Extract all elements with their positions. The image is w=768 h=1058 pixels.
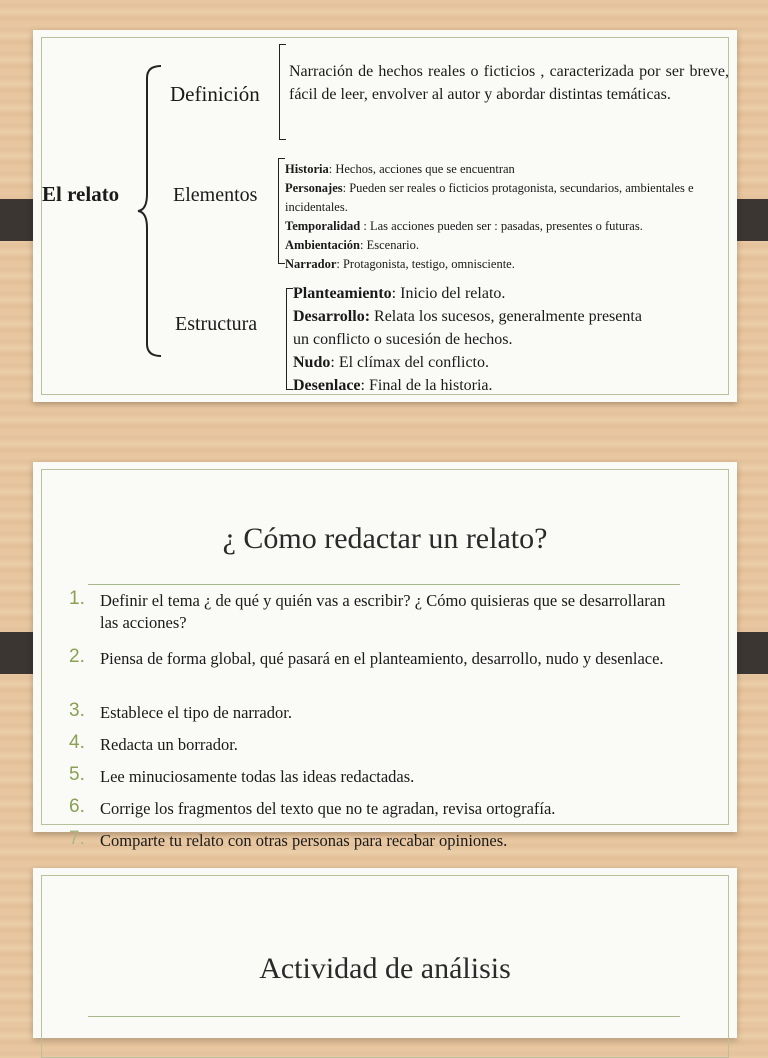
list-text: Corrige los fragmentos del texto que no te agradan, revisa ortografía. (100, 799, 556, 818)
elementos-bracket (278, 158, 285, 264)
title-rule (88, 584, 680, 585)
elemento-temporalidad: Temporalidad : Las acciones pueden ser : pasadas, presentes o futuras. (285, 219, 643, 233)
estructura-list (293, 282, 653, 397)
list-text: Establece el tipo de narrador. (100, 703, 292, 722)
list-text: Piensa de forma global, qué pasará en el planteamiento, desarrollo, nudo y desenlace. (100, 649, 664, 668)
estructura-planteamiento: Planteamiento: Inicio del relato. (293, 285, 506, 302)
estructura-desenlace: Desenlace: Final de la historia. (293, 377, 493, 394)
elemento-narrador: Narrador: Protagonista, testigo, omnisciente. (285, 257, 515, 271)
list-number: 6. (69, 796, 85, 817)
slide-title: ¿ Cómo redactar un relato? (222, 522, 548, 555)
definicion-bracket (279, 44, 286, 140)
elementos-label: Elementos (173, 184, 258, 206)
slide-actividad (33, 868, 737, 1038)
list-text: Comparte tu relato con otras personas para recabar opiniones. (100, 831, 508, 850)
list-number: 7. (69, 828, 85, 849)
root-label: El relato (42, 182, 120, 206)
side-tab-right-2 (734, 632, 768, 674)
slide-el-relato (33, 30, 737, 402)
side-tab-right-1 (734, 199, 768, 241)
list-number: 2. (69, 646, 85, 667)
main-brace (135, 64, 165, 358)
list-number: 1. (69, 588, 85, 609)
side-tab-left-2 (0, 632, 34, 674)
list-text: Lee minuciosamente todas las ideas redactadas. (100, 767, 415, 786)
list-number: 5. (69, 764, 85, 785)
list-number: 3. (69, 700, 85, 721)
elementos-list (285, 160, 725, 274)
estructura-nudo: Nudo: El clímax del conflicto. (293, 354, 489, 371)
estructura-label: Estructura (175, 313, 258, 335)
slide-como-redactar (33, 462, 737, 832)
definicion-text: Narración de hechos reales o ficticios , caracterizada por ser breve, fácil de leer, envolver al autor y abordar distintas temáticas. (289, 63, 729, 103)
elemento-ambientacion: Ambientación: Escenario. (285, 238, 420, 252)
title-rule (88, 1016, 680, 1017)
elemento-personajes: Personajes: Pueden ser reales o ficticios protagonista, secundarios, ambientales e incidentales. (285, 181, 694, 214)
list-number: 4. (69, 732, 85, 753)
estructura-bracket (286, 288, 293, 390)
list-text: Redacta un borrador. (100, 735, 238, 754)
estructura-desarrollo: Desarrollo: Relata los sucesos, generalmente presenta un conflicto o sucesión de hechos. (293, 308, 642, 348)
side-tab-left-1 (0, 199, 34, 241)
list-text: Definir el tema ¿ de qué y quién vas a escribir? ¿ Cómo quisieras que se desarrollaran las acciones? (100, 591, 666, 632)
definicion-label: Definición (170, 82, 260, 106)
elemento-historia: Historia: Hechos, acciones que se encuentran (285, 162, 515, 176)
slide-title: Actividad de análisis (259, 952, 511, 985)
